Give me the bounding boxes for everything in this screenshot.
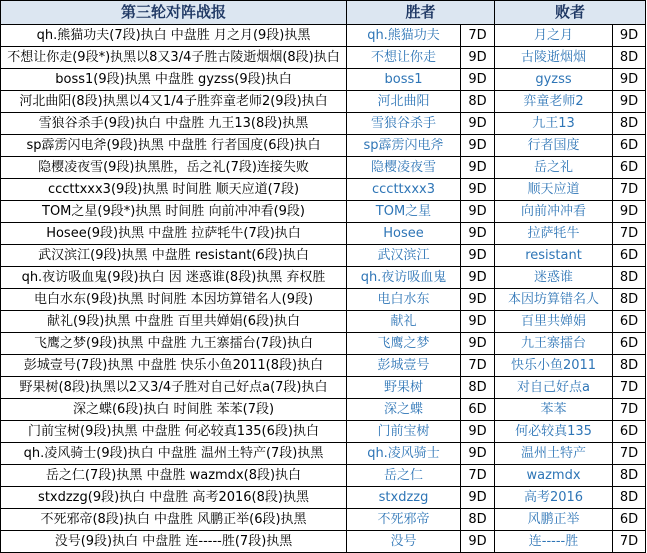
winner-cell: 献礼 [347,311,461,333]
game-cell: qh.夜访吸血鬼(9段)执白 因 迷惑谁(8段)执黑 弃权胜 [1,267,347,289]
game-cell: 飞鹰之梦(9段)执黑 中盘胜 九王寨擂台(7段)执白 [1,333,347,355]
winner-rank-cell: 8D [461,377,495,399]
winner-cell: 隐樱凌夜雪 [347,157,461,179]
loser-cell: 风鹏正举 [495,509,613,531]
winner-cell: qh.凌风骑士 [347,443,461,465]
loser-cell: 行者国度 [495,135,613,157]
table-row [1,223,646,245]
loser-rank-cell: 8D [613,113,646,135]
winner-cell: 武汉滨江 [347,245,461,267]
table-row [1,465,646,487]
loser-cell: 古陵逝烟烟 [495,47,613,69]
header-winner: 胜者 [347,1,495,25]
game-cell: boss1(9段)执黑 中盘胜 gyzss(9段)执白 [1,69,347,91]
loser-cell: 九王寨擂台 [495,333,613,355]
table-row [1,91,646,113]
loser-cell: wazmdx [495,465,613,487]
winner-cell: sp霹雳闪电斧 [347,135,461,157]
winner-rank-cell: 8D [461,509,495,531]
loser-rank-cell: 6D [613,421,646,443]
table-row [1,289,646,311]
winner-rank-cell: 9D [461,135,495,157]
winner-cell: 岳之仁 [347,465,461,487]
winner-cell: TOM之星 [347,201,461,223]
loser-cell: 弈童老师2 [495,91,613,113]
loser-rank-cell: 8D [613,47,646,69]
winner-cell: 飞鹰之梦 [347,333,461,355]
table-row [1,333,646,355]
game-cell: 彭城壹号(7段)执黑 中盘胜 快乐小鱼2011(8段)执白 [1,355,347,377]
loser-cell: 连-----胜 [495,531,613,553]
winner-rank-cell: 9D [461,223,495,245]
loser-rank-cell: 7D [613,443,646,465]
loser-rank-cell: 6D [613,509,646,531]
table-row [1,245,646,267]
table-row [1,25,646,47]
table-row [1,311,646,333]
header-row [1,1,646,25]
loser-cell: 百里共婵娟 [495,311,613,333]
winner-cell: 野果树 [347,377,461,399]
game-cell: 不想让你走(9段*)执黑以8又3/4子胜古陵逝烟烟(8段)执白 [1,47,347,69]
winner-cell: 电白水东 [347,289,461,311]
loser-rank-cell: 9D [613,69,646,91]
loser-rank-cell: 9D [613,25,646,47]
loser-rank-cell: 6D [613,311,646,333]
loser-cell: 月之月 [495,25,613,47]
game-cell: stxdzzg(9段)执白 中盘胜 高考2016(8段)执黑 [1,487,347,509]
winner-rank-cell: 9D [461,47,495,69]
results-body [1,25,646,553]
loser-cell: 拉萨牦牛 [495,223,613,245]
loser-rank-cell: 8D [613,487,646,509]
loser-cell: 九王13 [495,113,613,135]
game-cell: 武汉滨江(9段)执黑 中盘胜 resistant(6段)执白 [1,245,347,267]
winner-cell: 雪狼谷杀手 [347,113,461,135]
table-row [1,531,646,553]
winner-rank-cell: 9D [461,421,495,443]
loser-cell: 温州土特产 [495,443,613,465]
table-row [1,201,646,223]
loser-rank-cell: 6D [613,245,646,267]
game-cell: qh.熊猫功夫(7段)执白 中盘胜 月之月(9段)执黑 [1,25,347,47]
winner-rank-cell: 9D [461,69,495,91]
winner-cell: Hosee [347,223,461,245]
table-row [1,267,646,289]
game-cell: 河北曲阳(8段)执黑以4又1/4子胜弈童老师2(9段)执白 [1,91,347,113]
game-cell: Hosee(9段)执黑 中盘胜 拉萨牦牛(7段)执白 [1,223,347,245]
game-cell: 隐樱凌夜雪(9段)执黑胜，岳之礼(7段)连接失败 [1,157,347,179]
winner-rank-cell: 9D [461,157,495,179]
loser-cell: 快乐小鱼2011 [495,355,613,377]
header-loser: 败者 [495,1,646,25]
winner-rank-cell: 7D [461,355,495,377]
table-row [1,179,646,201]
loser-cell: 向前冲冲看 [495,201,613,223]
table-row [1,443,646,465]
header-title: 第三轮对阵战报 [1,1,347,25]
game-cell: 不死邪帝(8段)执白 中盘胜 风鹏正举(6段)执黑 [1,509,347,531]
loser-cell: resistant [495,245,613,267]
loser-rank-cell: 6D [613,135,646,157]
winner-rank-cell: 7D [461,25,495,47]
winner-rank-cell: 9D [461,289,495,311]
winner-rank-cell: 9D [461,531,495,553]
winner-rank-cell: 9D [461,179,495,201]
winner-cell: 没号 [347,531,461,553]
winner-cell: boss1 [347,69,461,91]
winner-rank-cell: 9D [461,267,495,289]
winner-rank-cell: 9D [461,113,495,135]
loser-rank-cell: 9D [613,91,646,113]
winner-rank-cell: 7D [461,465,495,487]
game-cell: qh.凌风骑士(9段)执白 中盘胜 温州土特产(7段)执黑 [1,443,347,465]
winner-rank-cell: 8D [461,91,495,113]
game-cell: TOM之星(9段*)执黑 时间胜 向前冲冲看(9段) [1,201,347,223]
loser-rank-cell: 7D [613,531,646,553]
loser-rank-cell: 8D [613,355,646,377]
table-row [1,135,646,157]
loser-cell: 迷惑谁 [495,267,613,289]
loser-cell: 对自己好点a [495,377,613,399]
winner-rank-cell: 9D [461,245,495,267]
loser-rank-cell: 7D [613,179,646,201]
winner-cell: stxdzzg [347,487,461,509]
table-row [1,399,646,421]
winner-cell: cccttxxx3 [347,179,461,201]
loser-cell: 苯苯 [495,399,613,421]
loser-rank-cell: 7D [613,377,646,399]
game-cell: 没号(9段)执白 中盘胜 连-----胜(7段)执黑 [1,531,347,553]
table-row [1,487,646,509]
table-row [1,113,646,135]
loser-cell: 岳之礼 [495,157,613,179]
winner-rank-cell: 6D [461,399,495,421]
loser-cell: 高考2016 [495,487,613,509]
game-cell: 野果树(8段)执黑以2又3/4子胜对自己好点a(7段)执白 [1,377,347,399]
game-cell: cccttxxx3(9段)执黑 时间胜 顺天应道(7段) [1,179,347,201]
game-cell: 岳之仁(7段)执黑 中盘胜 wazmdx(8段)执白 [1,465,347,487]
loser-cell: 何必较真135 [495,421,613,443]
table-row [1,355,646,377]
loser-rank-cell: 8D [613,465,646,487]
winner-cell: 深之蝶 [347,399,461,421]
game-cell: 深之蝶(6段)执白 时间胜 苯苯(7段) [1,399,347,421]
game-cell: 献礼(9段)执黑 中盘胜 百里共婵娟(6段)执白 [1,311,347,333]
loser-rank-cell: 9D [613,201,646,223]
winner-cell: 不想让你走 [347,47,461,69]
game-cell: sp霹雳闪电斧(9段)执黑 中盘胜 行者国度(6段)执白 [1,135,347,157]
loser-rank-cell: 6D [613,333,646,355]
loser-rank-cell: 7D [613,223,646,245]
table-row [1,377,646,399]
table-row [1,157,646,179]
table-row [1,69,646,91]
game-cell: 电白水东(9段)执黑 时间胜 本因坊算错名人(9段) [1,289,347,311]
table-row [1,421,646,443]
winner-cell: 不死邪帝 [347,509,461,531]
loser-rank-cell: 7D [613,399,646,421]
winner-cell: 彭城壹号 [347,355,461,377]
table-row [1,47,646,69]
loser-cell: 顺天应道 [495,179,613,201]
winner-cell: 河北曲阳 [347,91,461,113]
winner-rank-cell: 9D [461,443,495,465]
winner-rank-cell: 9D [461,487,495,509]
winner-cell: qh.夜访吸血鬼 [347,267,461,289]
winner-cell: qh.熊猫功夫 [347,25,461,47]
winner-cell: 门前宝树 [347,421,461,443]
loser-rank-cell: 6D [613,157,646,179]
loser-cell: gyzss [495,69,613,91]
loser-rank-cell: 8D [613,289,646,311]
game-cell: 雪狼谷杀手(9段)执白 中盘胜 九王13(8段)执黑 [1,113,347,135]
game-cell: 门前宝树(9段)执黑 中盘胜 何必较真135(6段)执白 [1,421,347,443]
winner-rank-cell: 9D [461,311,495,333]
table-row [1,509,646,531]
loser-rank-cell: 8D [613,267,646,289]
loser-cell: 本因坊算错名人 [495,289,613,311]
winner-rank-cell: 9D [461,201,495,223]
winner-rank-cell: 9D [461,333,495,355]
